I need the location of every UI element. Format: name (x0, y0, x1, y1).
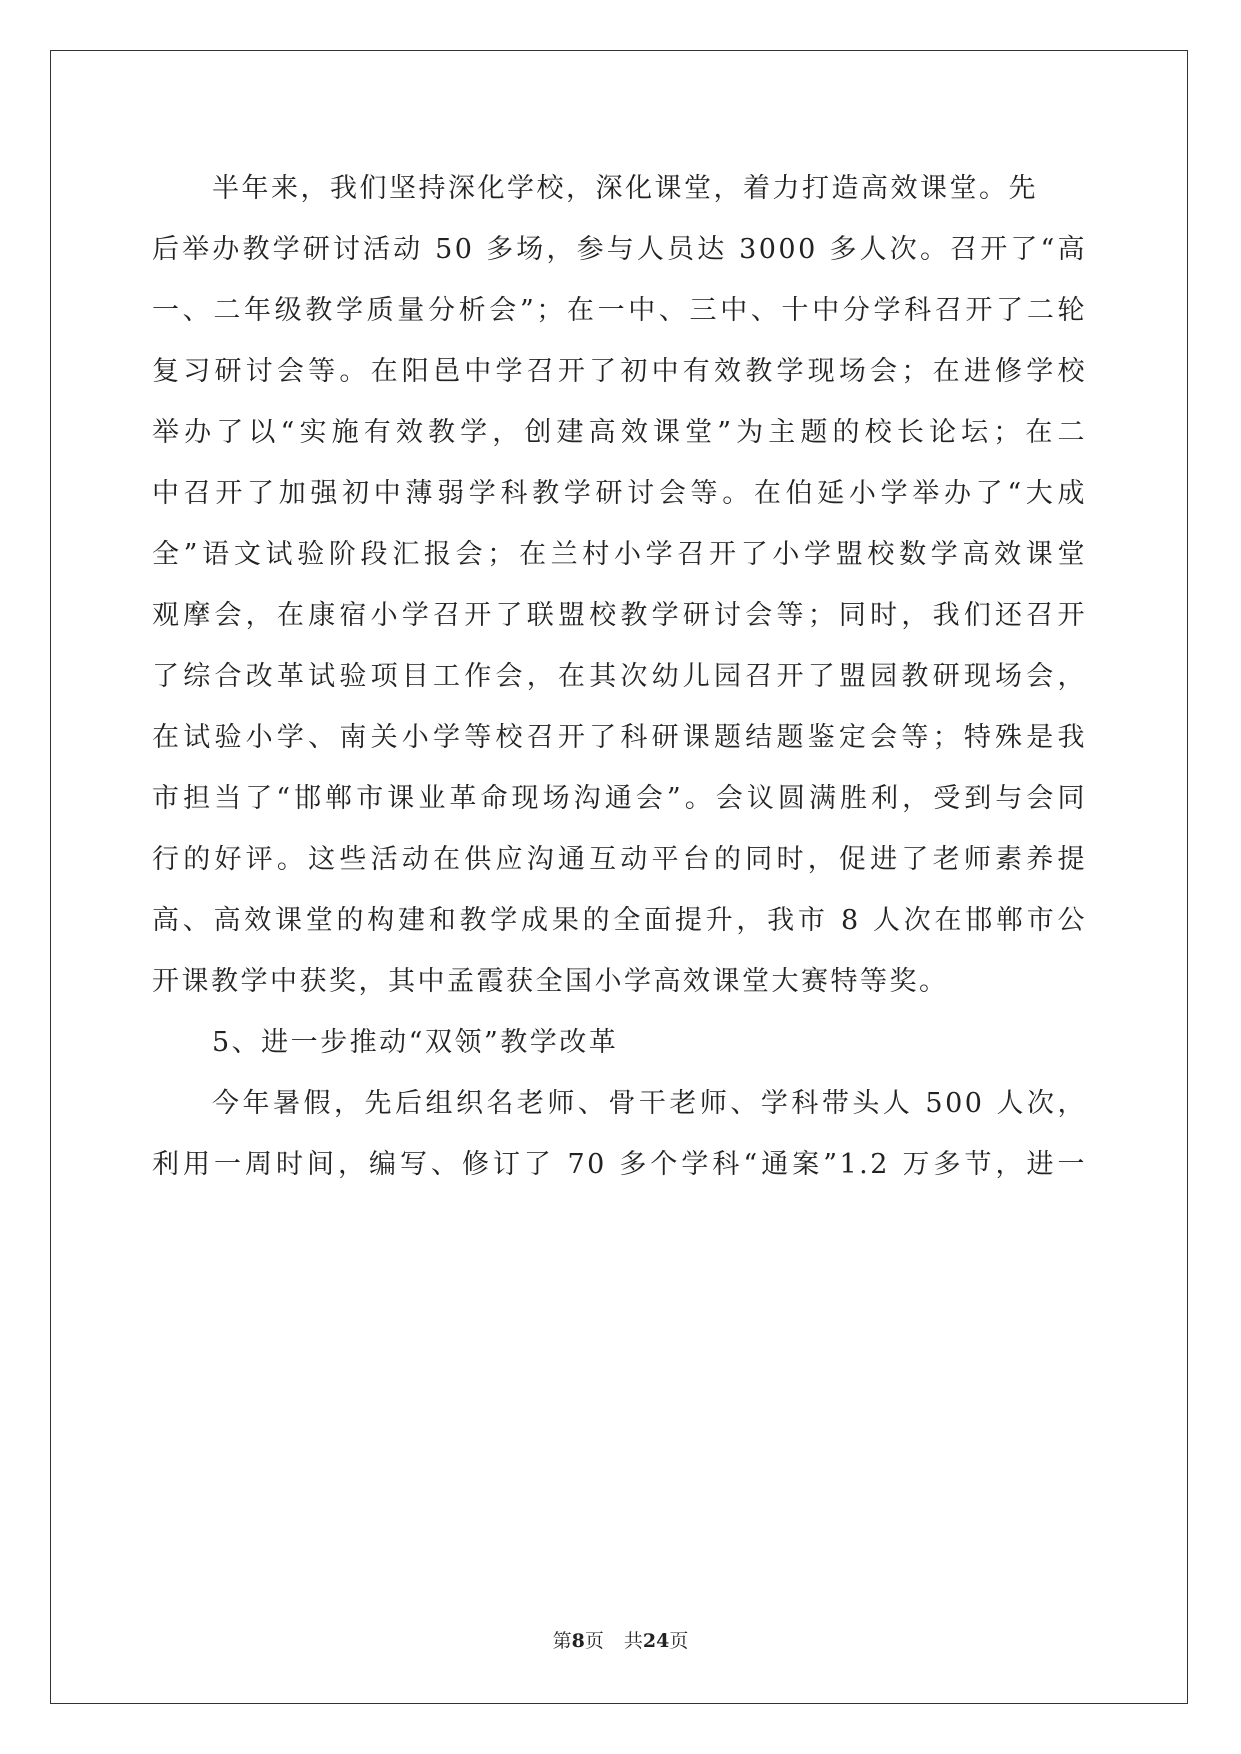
section-heading: 5、进一步推动“双领”教学改革 (212, 1027, 619, 1058)
total-prefix: 共 (623, 1630, 643, 1652)
paragraph-line: 高、高效课堂的构建和教学成果的全面提升，我市 8 人次在邯郸市公 (152, 905, 1087, 936)
paragraph-line: 开课教学中获奖，其中孟霞获全国小学高效课堂大赛特等奖。 (152, 966, 949, 997)
paragraph-line: 中召开了加强初中薄弱学科教学研讨会等。在伯延小学举办了“大成 (152, 478, 1087, 509)
paragraph-line: 一、二年级教学质量分析会”；在一中、三中、十中分学科召开了二轮 (152, 295, 1087, 326)
page-footer (0, 1629, 1241, 1653)
page-suffix: 页 (584, 1630, 604, 1652)
paragraph-line: 后举办教学研讨活动 50 多场，参与人员达 3000 多人次。召开了“高 (152, 234, 1087, 265)
paragraph-line: 市担当了“邯郸市课业革命现场沟通会”。会议圆满胜利，受到与会同 (152, 783, 1087, 814)
page-number: 8 (571, 1630, 585, 1652)
paragraph-line: 半年来，我们坚持深化学校，深化课堂，着力打造高效课堂。先 (212, 173, 1038, 204)
paragraph-line: 在试验小学、南关小学等校召开了科研课题结题鉴定会等；特殊是我 (152, 722, 1087, 753)
paragraph-line: 行的好评。这些活动在供应沟通互动平台的同时，促进了老师素养提 (152, 844, 1087, 875)
document-body (152, 158, 1087, 1195)
paragraph-line: 利用一周时间，编写、修订了 70 多个学科“通案”1.2 万多节，进一 (152, 1149, 1087, 1180)
total-suffix: 页 (669, 1630, 689, 1652)
paragraph-line: 举办了以“实施有效教学，创建高效课堂”为主题的校长论坛；在二 (152, 417, 1087, 448)
paragraph-line: 全”语文试验阶段汇报会；在兰村小学召开了小学盟校数学高效课堂 (152, 539, 1087, 570)
page-prefix: 第 (552, 1630, 572, 1652)
paragraph-line: 今年暑假，先后组织名老师、骨干老师、学科带头人 500 人次， (212, 1088, 1087, 1119)
paragraph-line: 了综合改革试验项目工作会，在其次幼儿园召开了盟园教研现场会， (152, 661, 1087, 692)
total-pages: 24 (642, 1630, 670, 1652)
paragraph-line: 观摩会，在康宿小学召开了联盟校教学研讨会等；同时，我们还召开 (152, 600, 1087, 631)
paragraph-line: 复习研讨会等。在阳邑中学召开了初中有效教学现场会；在进修学校 (152, 356, 1087, 387)
